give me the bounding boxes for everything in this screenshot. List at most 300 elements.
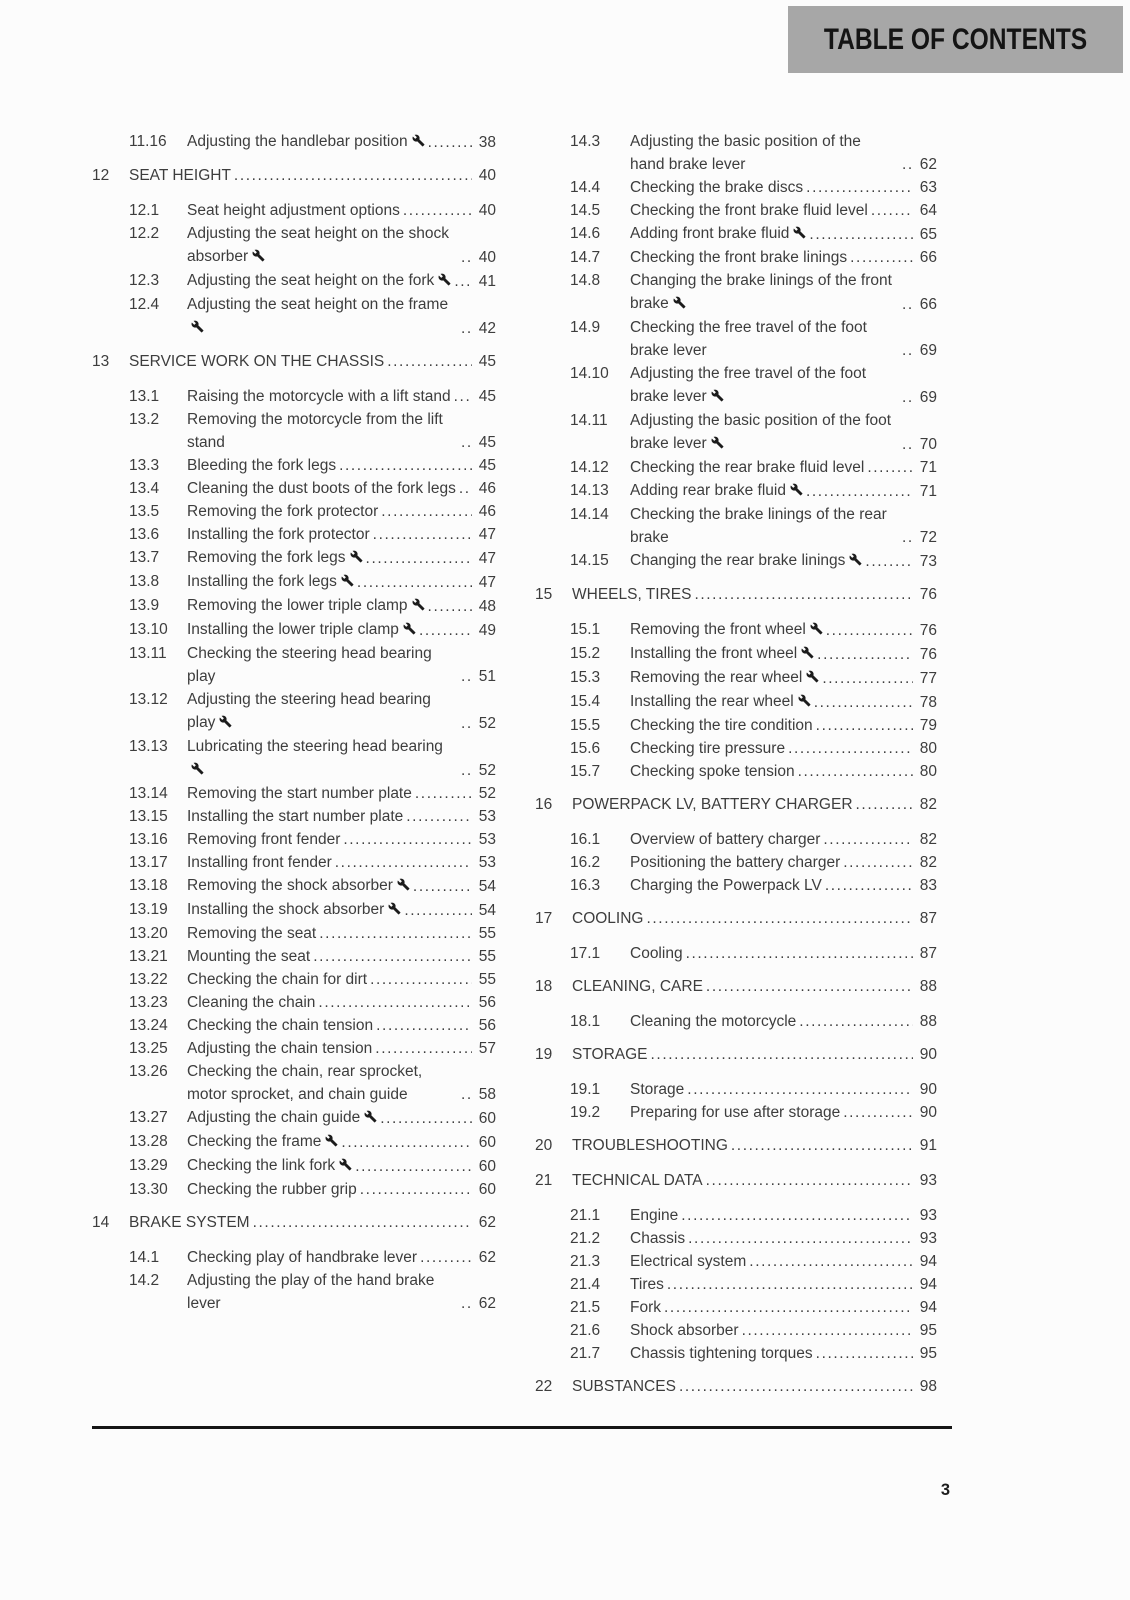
toc-item-title: Removing the motorcycle from the lift stand (187, 411, 443, 451)
dot-leader (458, 431, 472, 454)
dot-leader (378, 500, 472, 523)
toc-entry-row[interactable] (535, 479, 937, 503)
toc-item-page: 46 (478, 480, 496, 497)
toc-item-page: 49 (478, 622, 496, 639)
toc-item-body (630, 503, 937, 549)
toc-item-page: 55 (478, 971, 496, 988)
toc-item-body (630, 316, 937, 362)
toc-item-number: 13.23 (129, 994, 168, 1011)
toc-item-title: CLEANING, CARE (572, 978, 703, 995)
dot-leader (451, 385, 472, 408)
toc-entry-row[interactable] (535, 618, 937, 642)
toc-entry-row[interactable] (535, 874, 937, 897)
toc-entry-row[interactable] (535, 456, 937, 479)
toc-entry-row[interactable] (535, 1010, 937, 1033)
toc-item-body (630, 690, 937, 714)
wrench-icon (350, 547, 363, 570)
toc-item-body (187, 1037, 496, 1060)
toc-item-page: 60 (478, 1134, 496, 1151)
toc-section-row[interactable] (535, 975, 937, 998)
toc-item-title: TECHNICAL DATA (572, 1172, 703, 1189)
toc-item-body (572, 975, 937, 998)
toc-item-number: 12.2 (129, 225, 160, 242)
toc-item-page: 69 (919, 342, 937, 359)
toc-entry-row[interactable] (92, 1106, 496, 1130)
dot-leader (231, 164, 472, 187)
toc-entry-row[interactable] (535, 503, 937, 549)
toc-item-number: 15.2 (570, 645, 601, 662)
toc-entry-row[interactable] (535, 760, 937, 783)
wrench-icon (798, 691, 811, 714)
toc-item-body (187, 968, 496, 991)
dot-leader (899, 386, 913, 409)
toc-entry-row[interactable] (535, 1204, 937, 1227)
toc-entry-row[interactable] (535, 130, 937, 176)
toc-entry-row[interactable] (535, 1296, 937, 1319)
dot-leader (643, 907, 913, 930)
toc-entry-row[interactable] (535, 642, 937, 666)
toc-item-body (187, 546, 496, 570)
toc-item-page: 38 (478, 134, 496, 151)
dot-leader (456, 477, 472, 500)
toc-item-page: 60 (478, 1110, 496, 1127)
wrench-icon (793, 223, 806, 246)
toc-item-title: Removing the start number plate (187, 785, 412, 802)
toc-item-title: Installing the fork legs (187, 570, 354, 594)
dot-leader (819, 667, 913, 690)
toc-entry-row[interactable] (92, 1178, 496, 1201)
toc-item-page: 82 (919, 854, 937, 871)
toc-item-body (630, 269, 937, 316)
toc-item-page: 72 (919, 529, 937, 546)
dot-leader (678, 1204, 913, 1227)
toc-item-body (187, 570, 496, 594)
toc-section-row[interactable] (535, 1375, 937, 1398)
toc-item-page: 46 (478, 503, 496, 520)
toc-entry-row[interactable] (92, 1154, 496, 1178)
toc-item-page: 56 (478, 994, 496, 1011)
toc-item-page: 87 (919, 945, 937, 962)
toc-item-title: Removing front fender (187, 831, 341, 848)
toc-item-body (187, 408, 496, 454)
toc-item-page: 52 (478, 762, 496, 779)
dot-leader (403, 805, 472, 828)
toc-entry-row[interactable] (535, 1078, 937, 1101)
toc-item-title: Positioning the battery charger (630, 854, 841, 871)
toc-item-number: 14.12 (570, 459, 609, 476)
dot-leader (739, 1319, 913, 1342)
toc-item-number: 14.11 (570, 412, 608, 429)
toc-section-row[interactable] (92, 350, 496, 373)
toc-entry-row[interactable] (535, 1227, 937, 1250)
toc-item-title: Checking the rear brake fluid level (630, 459, 865, 476)
wrench-icon (397, 875, 410, 898)
toc-item-body (630, 1010, 937, 1033)
toc-entry-row[interactable] (92, 991, 496, 1014)
toc-entry-row[interactable] (92, 945, 496, 968)
toc-item-page: 55 (478, 948, 496, 965)
toc-item-title: Installing the lower triple clamp (187, 618, 416, 642)
toc-item-title: Adjusting the chain tension (187, 1040, 373, 1057)
toc-entry-row[interactable] (535, 222, 937, 246)
toc-item-title: SUBSTANCES (572, 1378, 676, 1395)
toc-item-title: Cleaning the dust boots of the fork legs (187, 480, 456, 497)
toc-entry-row[interactable] (92, 1246, 496, 1269)
toc-item-number: 21.7 (570, 1345, 601, 1362)
toc-entry-row[interactable] (535, 666, 937, 690)
toc-item-title: Checking the chain tension (187, 1017, 374, 1034)
wrench-icon (339, 1155, 352, 1178)
toc-entry-row[interactable] (535, 942, 937, 965)
toc-entry-row[interactable] (92, 922, 496, 945)
toc-item-number: 21.3 (570, 1253, 601, 1270)
dot-leader (373, 1014, 472, 1037)
wrench-icon (412, 131, 425, 154)
toc-item-number: 13.8 (129, 573, 160, 590)
toc-item-page: 94 (919, 1276, 937, 1293)
toc-item-body (187, 477, 496, 500)
wrench-icon (711, 433, 724, 456)
toc-entry-row[interactable] (92, 1014, 496, 1037)
toc-item-number: 13.26 (129, 1063, 168, 1080)
toc-item-number: 14.5 (570, 202, 601, 219)
toc-entry-row[interactable] (92, 968, 496, 991)
toc-item-page: 48 (478, 598, 496, 615)
toc-entry-row[interactable] (92, 1037, 496, 1060)
wrench-icon (438, 270, 451, 293)
dot-leader (847, 246, 913, 269)
toc-item-page: 71 (919, 459, 937, 476)
toc-item-page: 94 (919, 1299, 937, 1316)
toc-entry-row[interactable] (535, 176, 937, 199)
wrench-icon (252, 246, 265, 269)
toc-entry-row[interactable] (535, 269, 937, 316)
toc-item-number: 14.9 (570, 319, 601, 336)
toc-item-body (630, 737, 937, 760)
toc-entry-row[interactable] (92, 523, 496, 546)
toc-item-page: 52 (478, 715, 496, 732)
toc-entry-row[interactable] (535, 1101, 937, 1124)
toc-item-page: 62 (919, 156, 937, 173)
toc-item-body (572, 1169, 937, 1192)
toc-entry-row[interactable] (92, 199, 496, 222)
dot-leader (377, 1107, 472, 1130)
toc-item-number: 13.19 (129, 901, 168, 918)
toc-entry-row[interactable] (535, 828, 937, 851)
toc-item-title: Cleaning the motorcycle (630, 1013, 797, 1030)
toc-item-page: 93 (919, 1172, 937, 1189)
toc-item-page: 95 (919, 1322, 937, 1339)
toc-item-page: 65 (919, 226, 937, 243)
dot-leader (338, 1131, 472, 1154)
toc-item-body (187, 293, 496, 340)
toc-entry-row[interactable] (92, 1269, 496, 1315)
dot-leader (458, 759, 472, 782)
toc-item-body (630, 1227, 937, 1250)
toc-entry-row[interactable] (535, 690, 937, 714)
toc-item-number: 13.24 (129, 1017, 168, 1034)
toc-entry-row[interactable] (92, 269, 496, 293)
toc-section-row[interactable] (535, 1134, 937, 1157)
toc-item-page: 95 (919, 1345, 937, 1362)
toc-entry-row[interactable] (92, 688, 496, 735)
toc-item-page: 52 (478, 785, 496, 802)
toc-item-page: 82 (919, 796, 937, 813)
toc-entry-row[interactable] (92, 130, 496, 154)
toc-item-page: 58 (478, 1086, 496, 1103)
dot-leader (864, 456, 913, 479)
toc-item-body (187, 385, 496, 408)
toc-entry-row[interactable] (535, 409, 937, 456)
dot-leader (853, 793, 913, 816)
toc-item-page: 94 (919, 1253, 937, 1270)
toc-item-page: 55 (478, 925, 496, 942)
toc-item-page: 45 (478, 457, 496, 474)
toc-item-title: Adding rear brake fluid (630, 479, 803, 503)
dot-leader (814, 643, 913, 666)
toc-entry-row[interactable] (535, 737, 937, 760)
wrench-icon (325, 1131, 338, 1154)
toc-item-page: 45 (478, 388, 496, 405)
toc-item-number: 21.4 (570, 1276, 601, 1293)
toc-item-title: SERVICE WORK ON THE CHASSIS (129, 353, 385, 370)
dot-leader (410, 875, 472, 898)
toc-item-body (187, 735, 496, 782)
toc-item-body (572, 907, 937, 930)
toc-item-body (187, 1106, 496, 1130)
toc-section-row[interactable] (535, 1169, 937, 1192)
toc-item-number: 15 (535, 586, 553, 603)
toc-entry-row[interactable] (535, 1273, 937, 1296)
toc-entry-row[interactable] (92, 1130, 496, 1154)
toc-item-number: 13.13 (129, 738, 168, 755)
toc-item-number: 13.29 (129, 1157, 168, 1174)
toc-entry-row[interactable] (535, 246, 937, 269)
dot-leader (332, 851, 472, 874)
dot-leader (458, 246, 472, 269)
dot-leader (820, 828, 913, 851)
toc-item-page: 90 (919, 1081, 937, 1098)
toc-entry-row[interactable] (92, 594, 496, 618)
toc-item-title: Adding front brake fluid (630, 222, 806, 246)
toc-item-page: 47 (478, 550, 496, 567)
toc-item-number: 14.15 (570, 552, 609, 569)
toc-item-title: Changing the rear brake linings (630, 549, 862, 573)
toc-item-page: 45 (478, 353, 496, 370)
dot-leader (400, 199, 472, 222)
toc-item-number: 13.28 (129, 1133, 168, 1150)
toc-entry-row[interactable] (535, 549, 937, 573)
toc-item-number: 21.1 (570, 1207, 601, 1224)
toc-item-title: Adjusting the seat height on the frame (187, 293, 458, 340)
toc-entry-row[interactable] (535, 851, 937, 874)
toc-entry-row[interactable] (92, 1060, 496, 1106)
dot-leader (862, 550, 913, 573)
toc-item-title: Shock absorber (630, 1322, 739, 1339)
wrench-icon (341, 571, 354, 594)
toc-item-page: 62 (478, 1295, 496, 1312)
footer-rule (92, 1426, 952, 1429)
toc-item-page: 54 (478, 878, 496, 895)
toc-item-body (630, 874, 937, 897)
toc-item-body (630, 1319, 937, 1342)
toc-item-title: Installing the rear wheel (630, 690, 811, 714)
toc-item-number: 14.13 (570, 482, 609, 499)
toc-item-number: 14.10 (570, 365, 609, 382)
toc-entry-row[interactable] (92, 618, 496, 642)
toc-item-number: 19.2 (570, 1104, 601, 1121)
toc-item-title: Removing the shock absorber (187, 874, 410, 898)
toc-item-body (630, 130, 937, 176)
wrench-icon (711, 386, 724, 409)
toc-item-page: 66 (919, 296, 937, 313)
toc-item-body (630, 666, 937, 690)
toc-entry-row[interactable] (535, 1319, 937, 1342)
toc-item-body (187, 805, 496, 828)
toc-item-number: 19.1 (570, 1081, 601, 1098)
toc-entry-row[interactable] (92, 546, 496, 570)
toc-section-row[interactable] (92, 1211, 496, 1234)
toc-column-right (535, 130, 937, 1410)
toc-entry-row[interactable] (535, 199, 937, 222)
dot-leader (451, 270, 472, 293)
toc-entry-row[interactable] (92, 782, 496, 805)
dot-leader (416, 619, 472, 642)
toc-entry-row[interactable] (92, 642, 496, 688)
toc-item-title: Chassis (630, 1230, 686, 1247)
toc-item-title: Removing the lower triple clamp (187, 594, 425, 618)
toc-entry-row[interactable] (535, 1250, 937, 1273)
toc-entry-row[interactable] (92, 828, 496, 851)
dot-leader (684, 1078, 913, 1101)
toc-entry-row[interactable] (92, 293, 496, 340)
toc-item-body (129, 1211, 496, 1234)
dot-leader (703, 975, 913, 998)
toc-entry-row[interactable] (535, 316, 937, 362)
toc-entry-row[interactable] (535, 714, 937, 737)
toc-item-title: Adjusting the basic position of the hand brake lever (630, 133, 861, 173)
toc-item-number: 18 (535, 978, 553, 995)
toc-item-title: Installing the front wheel (630, 642, 814, 666)
toc-item-body (187, 922, 496, 945)
toc-item-page: 80 (919, 763, 937, 780)
toc-item-title: Cleaning the chain (187, 994, 316, 1011)
toc-item-number: 17 (535, 910, 553, 927)
toc-item-page: 73 (919, 553, 937, 570)
toc-item-number: 13.12 (129, 691, 168, 708)
toc-item-body (630, 176, 937, 199)
toc-section-row[interactable] (535, 583, 937, 606)
toc-item-number: 12 (92, 167, 110, 184)
toc-item-title: Changing the brake linings of the front brake (630, 269, 899, 316)
wrench-icon (388, 899, 401, 922)
toc-entry-row[interactable] (92, 222, 496, 269)
toc-item-body (630, 456, 937, 479)
dot-leader (316, 922, 472, 945)
toc-item-body (630, 851, 937, 874)
toc-entry-row[interactable] (92, 874, 496, 898)
toc-entry-row[interactable] (92, 385, 496, 408)
toc-item-number: 21.6 (570, 1322, 601, 1339)
toc-entry-row[interactable] (92, 500, 496, 523)
toc-section-row[interactable] (92, 164, 496, 187)
toc-item-body (630, 549, 937, 573)
dot-leader (458, 1083, 472, 1106)
toc-item-title: Adjusting the handlebar position (187, 130, 425, 154)
toc-entry-row[interactable] (92, 735, 496, 782)
toc-item-body (630, 828, 937, 851)
toc-item-body (187, 523, 496, 546)
toc-item-page: 60 (478, 1158, 496, 1175)
toc-entry-row[interactable] (92, 454, 496, 477)
toc-item-title: Adjusting the seat height on the fork (187, 269, 451, 293)
toc-item-page: 78 (919, 694, 937, 711)
dot-leader (250, 1211, 472, 1234)
toc-item-title: Checking the frame (187, 1130, 338, 1154)
toc-item-title: Removing the front wheel (630, 618, 823, 642)
toc-item-number: 13.5 (129, 503, 160, 520)
toc-entry-row[interactable] (92, 408, 496, 454)
toc-item-body (187, 130, 496, 154)
toc-item-body (572, 1043, 937, 1066)
dot-leader (352, 1155, 472, 1178)
toc-entry-row[interactable] (92, 898, 496, 922)
toc-item-body (630, 1273, 937, 1296)
dot-leader (806, 223, 913, 246)
toc-item-body (187, 1130, 496, 1154)
toc-section-row[interactable] (535, 907, 937, 930)
toc-item-page: 91 (919, 1137, 937, 1154)
toc-item-title: Removing the fork legs (187, 546, 363, 570)
toc-item-body (187, 874, 496, 898)
toc-item-number: 13.2 (129, 411, 160, 428)
toc-item-number: 13.17 (129, 854, 168, 871)
toc-item-body (572, 793, 937, 816)
toc-item-title: WHEELS, TIRES (572, 586, 692, 603)
toc-item-number: 15.4 (570, 693, 601, 710)
toc-item-number: 16.2 (570, 854, 601, 871)
toc-item-title: Checking the front brake linings (630, 249, 848, 266)
dot-leader (458, 1292, 472, 1315)
toc-entry-row[interactable] (535, 362, 937, 409)
toc-item-body (630, 362, 937, 409)
toc-item-body (630, 409, 937, 456)
toc-section-row[interactable] (535, 793, 937, 816)
dot-leader (367, 968, 472, 991)
toc-item-number: 13.11 (129, 645, 167, 662)
dot-leader (728, 1134, 913, 1157)
toc-entry-row[interactable] (92, 477, 496, 500)
toc-item-page: 40 (478, 167, 496, 184)
toc-entry-row[interactable] (92, 851, 496, 874)
toc-item-title: Checking play of handbrake lever (187, 1249, 418, 1266)
toc-item-number: 15.3 (570, 669, 601, 686)
toc-entry-row[interactable] (92, 805, 496, 828)
toc-entry-row[interactable] (535, 1342, 937, 1365)
toc-item-page: 47 (478, 574, 496, 591)
toc-item-title: Removing the rear wheel (630, 666, 819, 690)
toc-item-page: 62 (478, 1214, 496, 1231)
dot-leader (384, 350, 472, 373)
dot-leader (840, 1101, 913, 1124)
toc-item-body (187, 1269, 496, 1315)
toc-section-row[interactable] (535, 1043, 937, 1066)
toc-entry-row[interactable] (92, 570, 496, 594)
toc-item-page: 56 (478, 1017, 496, 1034)
toc-item-page: 77 (919, 670, 937, 687)
dot-leader (813, 714, 913, 737)
toc-item-page: 66 (919, 249, 937, 266)
